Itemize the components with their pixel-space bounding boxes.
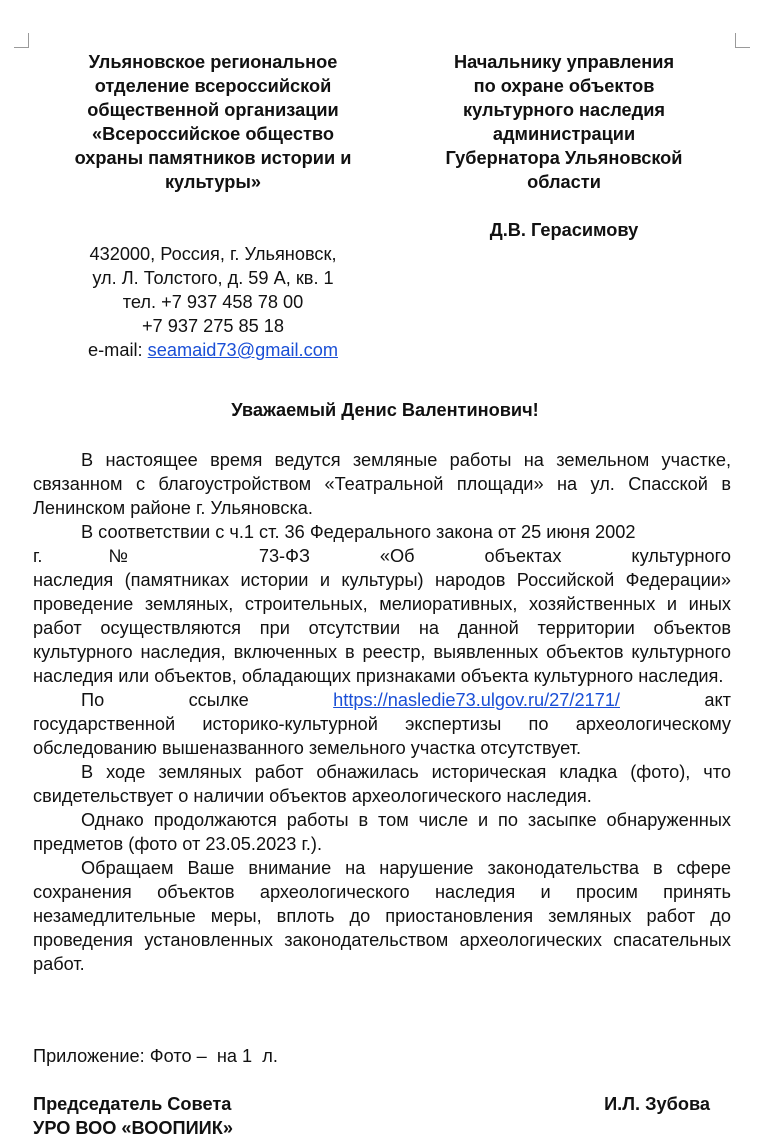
org-line: культуры» bbox=[164, 172, 262, 192]
recipient-line: по охране объектов bbox=[473, 76, 655, 96]
signature-position bbox=[33, 1092, 233, 1140]
addressee-name: Д.В. Герасимову bbox=[489, 220, 639, 240]
paragraph-6: Обращаем Ваше внимание на нарушение законодательства в сфере сохранения объектов археологического наследия и просим принять незамедлительные меры, вплоть до приостановления земляных работ до проведения установленных законодательством археологических спасательных работ. bbox=[33, 858, 731, 974]
attachment-note: Приложение: Фото – на 1 л. bbox=[33, 1046, 278, 1066]
phone-line: +7 937 275 85 18 bbox=[141, 316, 285, 336]
recipient-line: администрации bbox=[492, 124, 636, 144]
paragraph-1: В настоящее время ведутся земляные работы на земельном участке, связанном с благоустройством «Театральной площади» на ул. Спасской в Ленинском районе г. Ульяновска. bbox=[33, 450, 731, 518]
recipient-line: области bbox=[527, 172, 601, 192]
paragraph-3-rest: государственной историко-культурной экспертизы по археологическому обследованию вышеназванного земельного участка отсутствует. bbox=[33, 714, 731, 758]
paragraph-5: Однако продолжаются работы в том числе и по засыпке обнаруженных предметов (фото от 23.05.2023 г.). bbox=[33, 810, 731, 854]
top-right-corner-mark bbox=[735, 33, 750, 48]
paragraph-2-line-2 bbox=[33, 544, 731, 568]
paragraph-3-first-line bbox=[33, 688, 731, 712]
org-line: охраны памятников истории и bbox=[74, 148, 352, 168]
nasledie-link[interactable]: https://nasledie73.ulgov.ru/27/2171/ bbox=[333, 690, 620, 710]
paragraph-2-year-suffix: г. bbox=[33, 546, 43, 566]
sender-block bbox=[34, 50, 392, 362]
paragraph-3 bbox=[33, 688, 731, 760]
address-line: ул. Л. Толстого, д. 59 А, кв. 1 bbox=[92, 268, 334, 288]
email-link[interactable]: seamaid73@gmail.com bbox=[147, 340, 338, 360]
signature-name: И.Л. Зубова bbox=[604, 1094, 710, 1114]
paragraph-2-rest: наследия (памятниках истории и культуры) народов Российской Федерации» проведение земляных, строительных, мелиоративных, хозяйственных и иных работ осуществляются при отсутствии на данной территории объектов культурного наследия, включенных в реестр, выявленных объектов культурного наследия или объектов, обладающих признаками объекта культурного наследия. bbox=[33, 570, 731, 686]
phone-line: тел. +7 937 458 78 00 bbox=[122, 292, 304, 312]
org-line: Ульяновское региональное bbox=[88, 52, 338, 72]
sender-org-name bbox=[34, 50, 392, 194]
signature-position-line: УРО ВОО «ВООПИИК» bbox=[33, 1118, 233, 1138]
paragraph-2 bbox=[33, 520, 731, 544]
signature-position-line: Председатель Совета bbox=[33, 1094, 232, 1114]
paragraph-2-line-1: В соответствии с ч.1 ст. 36 Федерального закона от 25 июня 2002 bbox=[81, 522, 636, 542]
top-left-corner-mark bbox=[14, 33, 29, 48]
paragraph-4: В ходе земляных работ обнажилась историческая кладка (фото), что свидетельствует о наличии объектов археологического наследия. bbox=[33, 762, 731, 806]
email-label: e-mail: bbox=[88, 340, 143, 360]
recipient-block bbox=[405, 50, 723, 242]
paragraph-3-word: акт bbox=[704, 690, 731, 710]
org-line: отделение всероссийской bbox=[94, 76, 332, 96]
letter-body bbox=[33, 448, 731, 976]
paragraph-3-prefix: По ссылке bbox=[81, 690, 249, 710]
greeting: Уважаемый Денис Валентинович! bbox=[231, 400, 539, 420]
recipient-line: Начальнику управления bbox=[453, 52, 675, 72]
sender-contacts bbox=[34, 242, 392, 362]
address-line: 432000, Россия, г. Ульяновск, bbox=[89, 244, 337, 264]
org-line: общественной организации bbox=[87, 100, 339, 120]
paragraph-2-law-name: № 73-ФЗ «Об объектах культурного bbox=[108, 546, 731, 566]
recipient-line: культурного наследия bbox=[462, 100, 666, 120]
org-line: «Всероссийское общество bbox=[92, 124, 334, 144]
email-line bbox=[34, 338, 392, 362]
recipient-line: Губернатора Ульяновской bbox=[445, 148, 683, 168]
recipient-title bbox=[405, 50, 723, 194]
